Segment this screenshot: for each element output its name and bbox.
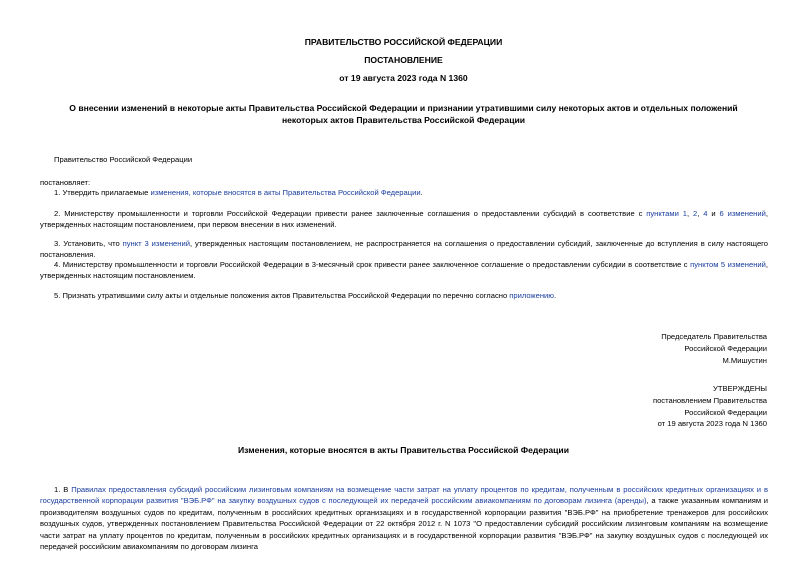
paragraph-4: 4. Министерству промышленности и торговли Российской Федерации в 3-месячный срок привести ранее заключенное соглашение о предоставлении субсидии в соответствие с пунктом 5 изменений, утвержденных настоящим постановлением. <box>40 260 769 280</box>
signature-name: М.Мишустин <box>722 355 767 365</box>
approval-line2: постановлением Правительства <box>652 395 767 405</box>
preamble: Правительство Российской Федерации <box>54 155 193 164</box>
paragraph-5: 5. Признать утратившими силу акты и отдельные положения актов Правительства Российской Федерации по перечню согласно приложению. <box>54 291 557 300</box>
changes-item-1: 1. В Правилах предоставления субсидий российским лизинговым компаниям на возмещение части затрат на уплату процентов по кредитам, полученным в российских кредитных организациях и в государственной корпорации развития "ВЭБ.РФ" на закупку воздушных судов с последующей их передачей российским авиакомпаниям по договорам лизинга (аренды), а также указанным компаниям и производителям воздушных судов по кредитам, полученным в российских кредитных организациях и в государственной корпорации развития "ВЭБ.РФ" на приобретение тренажеров для российских воздушных судов, утвержденных постановлением Правительства Российской Федерации от 22 октября 2012 г. N 1073 "О предоставлении субсидий российским лизинговым компаниям на возмещение части затрат на уплату процентов по кредитам, полученным в российских кредитных организациях и в государственной корпорации развития "ВЭБ.РФ" на закупку воздушных судов с последующей их передачей российским авиакомпаниям по договорам лизинга <box>40 485 768 551</box>
paragraph-1: 1. Утвердить прилагаемые изменения, которые вносятся в акты Правительства Российской Федерации. <box>54 188 423 197</box>
link-changes[interactable]: изменения, которые вносятся в акты Правительства Российской Федерации <box>150 188 421 197</box>
document-title-line1: О внесении изменений в некоторые акты Правительства Российской Федерации и признании утратившими силу некоторых актов и отдельных положений <box>69 103 738 113</box>
link-item-4[interactable]: 4 <box>703 209 708 218</box>
approval-block <box>653 383 767 430</box>
signature-block <box>661 331 767 366</box>
approval-line4: от 19 августа 2023 года N 1360 <box>657 419 767 429</box>
link-item-2[interactable]: 2 <box>692 209 698 218</box>
link-item-3[interactable]: пункт 3 изменений <box>122 239 190 248</box>
link-item-6[interactable]: 6 изменений <box>719 209 766 218</box>
signature-position: Председатель Правительства <box>661 332 767 341</box>
document-type: ПОСТАНОВЛЕНИЕ <box>364 55 443 65</box>
signature-org: Российской Федерации <box>684 343 767 353</box>
document-date-number: от 19 августа 2023 года N 1360 <box>339 73 468 83</box>
link-item-5[interactable]: пунктом 5 изменений <box>690 260 766 269</box>
government-name: ПРАВИТЕЛЬСТВО РОССИЙСКОЙ ФЕДЕРАЦИИ <box>304 37 503 47</box>
paragraph-2: 2. Министерству промышленности и торговли Российской Федерации привести ранее заключенные соглашения о предоставлении субсидий в соответствие с пунктами 1, 2, 4 и 6 изменений, утвержденных настоящим постановлением, при первом внесении в них изменений. <box>40 209 768 229</box>
approval-title: УТВЕРЖДЕНЫ <box>713 384 767 393</box>
link-item-1[interactable]: пунктами 1 <box>646 209 687 218</box>
decides-word: постановляет: <box>40 178 91 187</box>
document-title-line2: некоторых актов Правительства Российской Федерации <box>281 114 526 125</box>
approval-line3: Российской Федерации <box>684 407 767 417</box>
link-appendix[interactable]: приложению <box>509 291 554 300</box>
document-title <box>30 103 777 126</box>
paragraph-3: 3. Установить, что пункт 3 изменений, утвержденных настоящим постановлением, не распространяется на соглашения о предоставлении субсидий, заключенные до вступления в силу настоящего постановления. <box>40 239 768 259</box>
changes-heading: Изменения, которые вносятся в акты Правительства Российской Федерации <box>237 445 569 455</box>
link-rules[interactable]: Правилах предоставления субсидий российским лизинговым компаниям на возмещение части затрат на уплату процентов по кредитам, полученным в российских кредитных организациях и в государственной корпорации развития "ВЭБ.РФ" на закупку воздушных судов с последующей их передачей российским авиакомпаниям по договорам лизинга (аренды) <box>40 485 768 506</box>
